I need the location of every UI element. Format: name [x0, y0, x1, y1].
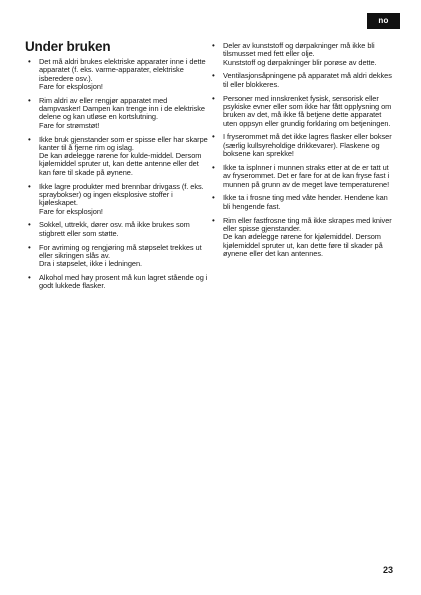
right-bullet-list [212, 42, 392, 258]
list-item [28, 136, 208, 177]
list-item [212, 164, 392, 189]
list-item [28, 221, 208, 238]
list-item [212, 72, 392, 89]
bullet-icon: • [28, 242, 31, 252]
bullet-icon: • [212, 215, 215, 225]
list-item [212, 194, 392, 211]
page-title: Under bruken [25, 39, 111, 54]
list-item-text: I fryserommet må det ikke lagres flasker eller bokser (særlig kullsyreholdige drikkevarer). Flaskene og boksene kan sprekke! [223, 132, 392, 159]
list-item-text: Deler av kunststoff og dørpakninger må ikke bli tilsmusset med fett eller olje. Kunststoff og dørpakninger blir porøse av dette. [223, 41, 377, 67]
bullet-icon: • [212, 193, 215, 203]
bullet-icon: • [28, 57, 31, 66]
list-item-text: Ikke ta isplnner i munnen straks etter at de er tatt ut av fryserommet. Det er fare for at de kan fryse fast i munnen på grunn av de meget lave temperaturene! [223, 162, 390, 189]
list-item [28, 274, 208, 291]
bullet-icon: • [28, 134, 31, 144]
list-item-text: Ikke lagre produkter med brennbar drivgass (f. eks. spraybokser) og ingen eksplosive stoffer i kjøleskapet. Fare for eksplosjon! [39, 181, 204, 216]
right-column [212, 42, 392, 264]
bullet-icon: • [212, 162, 215, 172]
list-item-text: Alkohol med høy prosent må kun lagret stående og i godt lukkede flasker. [39, 273, 208, 291]
bullet-icon: • [212, 93, 215, 103]
bullet-icon: • [28, 181, 31, 191]
list-item [212, 95, 392, 128]
bullet-icon: • [28, 95, 31, 105]
bullet-icon: • [212, 132, 215, 142]
list-item-text: Sokkel, uttrekk, dører osv. må ikke brukes som stigbrett eller som støtte. [39, 220, 190, 238]
left-column [28, 58, 208, 296]
list-item [212, 133, 392, 158]
list-item-text: Ikke ta i frosne ting med våte hender. Hendene kan bli hengende fast. [223, 193, 388, 211]
bullet-icon: • [28, 273, 31, 283]
bullet-icon: • [212, 41, 215, 50]
list-item [28, 183, 208, 216]
list-item [28, 97, 208, 130]
list-item [28, 58, 208, 91]
list-item [212, 217, 392, 258]
page-number: 23 [383, 565, 394, 575]
list-item-text: Rim eller fastfrosne ting må ikke skrapes med kniver eller spisse gjenstander. De kan ødelegge rørene for kjølemiddel. Dersom kjølemiddel spruter ut, kan dette føre til skader på øynene eller det kan antennes. [223, 215, 392, 258]
language-badge: no [367, 13, 400, 29]
list-item [28, 244, 208, 269]
bullet-icon: • [28, 220, 31, 230]
bullet-icon: • [212, 71, 215, 81]
list-item-text: Personer med innskrenket fysisk, sensorisk eller psykiske evner eller som ikke har fått opplysning om bruken av det, må ikke få betjene dette apparatet uten oppsyn eller grundig forklaring om betjeningen. [223, 93, 392, 128]
list-item-text: Ikke bruk gjenstander som er spisse eller har skarpe kanter til å fjerne rim og islag. De kan ødelegge rørene for kulde-middel. Dersom kjølemiddel spruter ut, kan dette antenne eller det kan føre til skade på øynene. [39, 134, 208, 177]
list-item-text: Det må aldri brukes elektriske apparater inne i dette apparatet (f. eks. varme-apparater, elektriske isberedere osv.). Fare for eksplosjon! [39, 57, 206, 91]
list-item-text: Ventilasjonsåpningene på apparatet må aldri dekkes til eller blokkeres. [223, 71, 392, 89]
list-item-text: For avriming og rengjøring må støpselet trekkes ut eller sikringen slås av. Dra i støpselet, ikke i ledningen. [39, 242, 202, 269]
left-bullet-list [28, 58, 208, 291]
list-item [212, 42, 392, 67]
list-item-text: Rim aldri av eller rengjør apparatet med dampvasker! Dampen kan trenge inn i de elektriske delene og kan utløse en kortslutning. Fare for strømstøt! [39, 95, 205, 130]
